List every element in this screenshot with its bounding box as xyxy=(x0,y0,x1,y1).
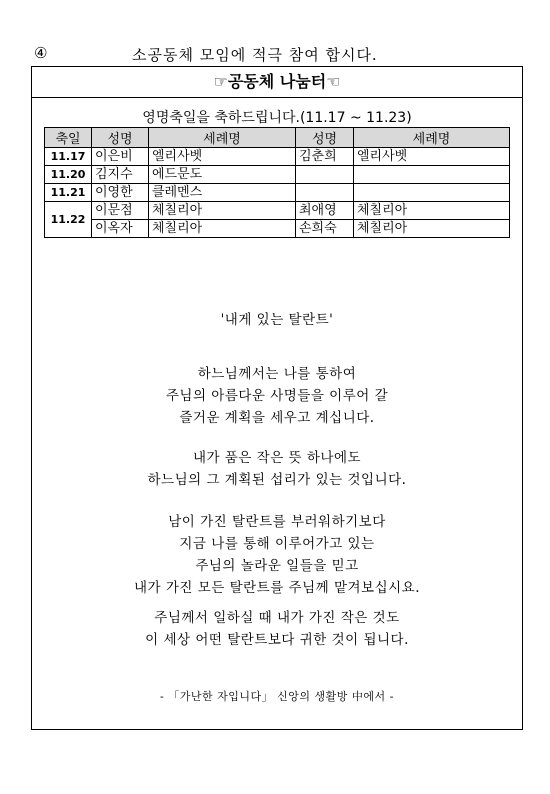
poem-line: 주님의 놀라운 일들을 믿고 xyxy=(195,558,359,574)
page-number: ④ xyxy=(34,44,48,62)
reflection-paragraph xyxy=(32,511,522,599)
reflection-paragraph xyxy=(32,363,522,429)
person-name: 이옥자 xyxy=(92,220,149,238)
table-row xyxy=(45,148,510,166)
baptismal-name: 체칠리아 xyxy=(354,202,510,220)
person-name: 최애영 xyxy=(296,202,354,220)
table-row xyxy=(45,202,510,220)
poem-line: 이 세상 어떤 탈란트보다 귀한 것이 됩니다. xyxy=(145,632,409,648)
feast-date: 11.20 xyxy=(45,166,92,184)
baptismal-name: 체칠리아 xyxy=(149,220,296,238)
table-row xyxy=(45,184,510,202)
poem-line: 주님께서 일하실 때 내가 가진 작은 것도 xyxy=(154,610,400,626)
header-baptismal-name: 세례명 xyxy=(149,128,296,148)
table-header-row xyxy=(45,128,510,148)
poem-line: 주님의 아름다운 사명들을 이루어 갈 xyxy=(165,388,389,404)
poem-line: 즐거운 계획을 세우고 계십니다. xyxy=(179,410,375,426)
celebration-heading: 영명축일을 축하드립니다.(11.17 ~ 11.23) xyxy=(142,110,412,126)
poem-line: 하느님의 그 계획된 섭리가 있는 것입니다. xyxy=(147,472,407,488)
community-frame xyxy=(31,66,523,730)
header-feast-day: 축일 xyxy=(45,128,92,148)
person-name: 김지수 xyxy=(92,166,149,184)
table-row xyxy=(45,220,510,238)
header-baptismal-name: 세례명 xyxy=(354,128,510,148)
person-name: 이문점 xyxy=(92,202,149,220)
poem-line: 남이 가진 탈란트를 부러워하기보다 xyxy=(168,514,386,530)
section-title: ☞공동체 나눔터☜ xyxy=(32,67,522,98)
poem-line: 하느님께서는 나를 통하여 xyxy=(197,366,357,382)
reflection-paragraph xyxy=(32,447,522,491)
baptismal-name: 클레멘스 xyxy=(149,184,296,202)
table-row xyxy=(45,166,510,184)
header-name: 성명 xyxy=(92,128,149,148)
person-name: 김춘희 xyxy=(296,148,354,166)
feast-date: 11.17 xyxy=(45,148,92,166)
header-name: 성명 xyxy=(296,128,354,148)
baptismal-name: 엘리사벳 xyxy=(354,148,510,166)
baptismal-name: 체칠리아 xyxy=(354,220,510,238)
name-day-table xyxy=(44,127,510,238)
person-name: 이은비 xyxy=(92,148,149,166)
baptismal-name: 엘리사벳 xyxy=(149,148,296,166)
baptismal-name: 에드문도 xyxy=(149,166,296,184)
poem-line: 내가 품은 작은 뜻 하나에도 xyxy=(192,450,362,466)
reflection-paragraph xyxy=(32,607,522,651)
person-name xyxy=(296,166,354,184)
baptismal-name xyxy=(354,166,510,184)
feast-date: 11.22 xyxy=(45,202,92,238)
baptismal-name xyxy=(354,184,510,202)
poem-line: 내가 가진 모든 탈란트를 주님께 맡겨보십시요. xyxy=(133,580,421,596)
poem-line: 지금 나를 통해 이루어가고 있는 xyxy=(179,536,375,552)
header-title: 소공동체 모임에 적극 참여 합시다. xyxy=(132,46,378,64)
feast-date: 11.21 xyxy=(45,184,92,202)
person-name xyxy=(296,184,354,202)
person-name: 이영한 xyxy=(92,184,149,202)
person-name: 손희숙 xyxy=(296,220,354,238)
baptismal-name: 체칠리아 xyxy=(149,202,296,220)
reflection-source: - 「가난한 자입니다」 신앙의 생활방 中에서 - xyxy=(159,690,395,703)
reflection-title: '내게 있는 탈란트' xyxy=(220,312,334,328)
